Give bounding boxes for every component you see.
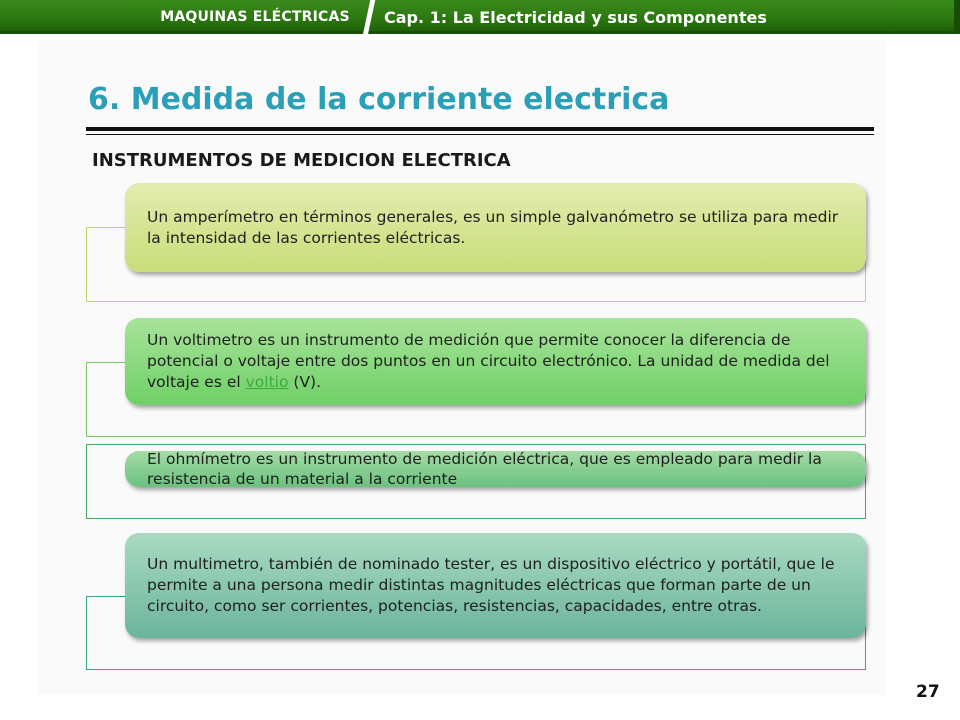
section-heading: INSTRUMENTOS DE MEDICION ELECTRICA [92, 150, 511, 171]
voltio-link[interactable]: voltio [245, 373, 289, 391]
header-banner [0, 0, 960, 34]
title-rule-thick [86, 127, 874, 131]
card-ammeter-text: Un amperímetro en términos generales, es un simple galvanómetro se utiliza para medir la intensidad de las corrientes eléctricas. [147, 207, 839, 247]
card-multimeter-text: Un multimetro, también de nominado tester, es un dispositivo eléctrico y portátil, que le permite a una persona medir distintas magnitudes eléctricas que forman parte de un circuito, como ser corrientes, potencias, resistencias, capacidades, entre otras. [147, 555, 835, 615]
card-ohmmeter [125, 451, 866, 487]
card-ammeter [125, 183, 866, 272]
card-multimeter [125, 533, 866, 638]
card-voltmeter-text-start: Un voltimetro es un instrumento de medición que permite conocer la diferencia de potencial o voltaje entre dos puntos en un circuito electrónico. La unidad de medida del voltaje es el [147, 331, 830, 391]
header-chapter: Cap. 1: La Electricidad y sus Componentes [384, 7, 767, 27]
card-voltmeter [125, 318, 866, 405]
page-title: 6. Medida de la corriente electrica [88, 82, 670, 117]
card-voltmeter-text-end: (V). [288, 373, 322, 391]
page-number: 27 [916, 682, 940, 702]
card-voltmeter-text [147, 330, 844, 393]
card-ohmmeter-text: El ohmímetro es un instrumento de medición eléctrica, que es empleado para medir la resistencia de un material a la corriente [147, 450, 822, 488]
header-subject: MAQUINAS ELÉCTRICAS [160, 9, 350, 25]
header-end-cap [954, 0, 960, 34]
title-rule-thin [86, 134, 874, 135]
